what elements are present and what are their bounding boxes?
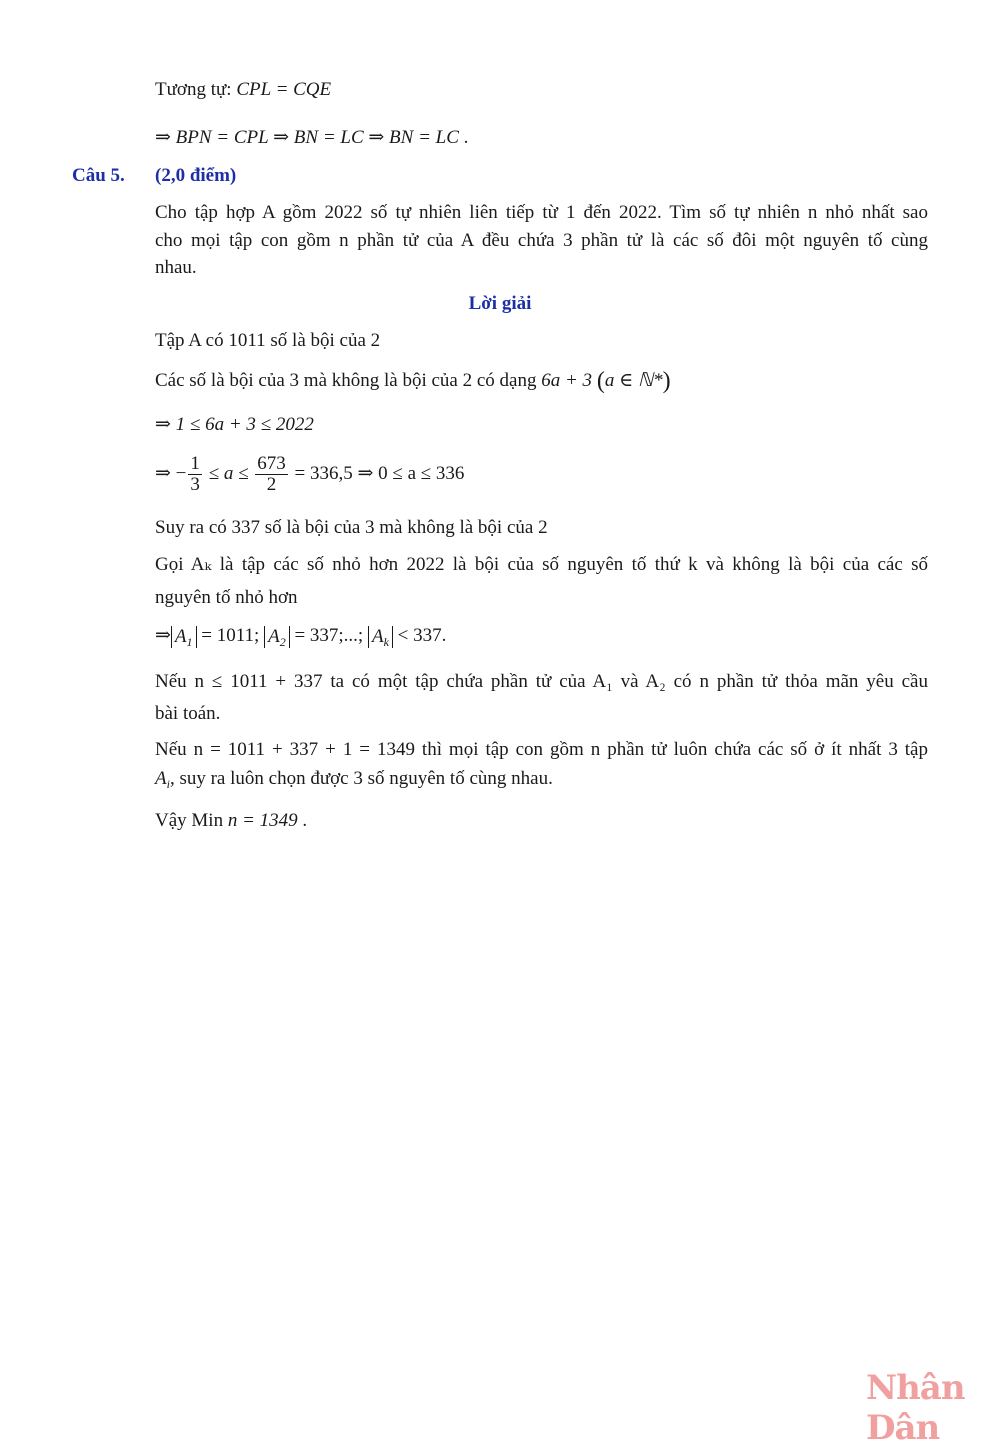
- math-expression: ⇒ 1 ≤ 6a + 3 ≤ 2022: [155, 414, 314, 435]
- set-cardinality: $A_1$: [171, 626, 197, 648]
- solution-line: Gọi Aₖ là tập các số nhỏ hơn 2022 là bội của số nguyên tố thứ k và không là bội của các số: [155, 554, 928, 575]
- solution-line: Nếu n = 1011 + 337 + 1 = 1349 thì mọi tập con gồm n phần tử luôn chứa các số ở ít nhất 3 tập: [155, 739, 928, 760]
- watermark-logo: Nhân Dân: [866, 1368, 965, 1448]
- solution-line: $A_i$, suy ra luôn chọn được 3 số nguyên tố cùng nhau.: [155, 768, 553, 791]
- solution-line: Các số là bội của 3 mà không là bội của 2 có dạng 6a + 3 (a ∈ ℕ*): [155, 368, 671, 394]
- solution-line: Nếu n ≤ 1011 + 337 ta có một tập chứa phần tử của A₁ và A₂ có n phần tử thỏa mãn yêu cầu: [155, 671, 928, 692]
- conclusion-line: Vậy Min n = 1349 .: [155, 810, 308, 831]
- math-expression: CPL = CQE: [236, 79, 332, 100]
- text-line: ⇒ BPN = CPL ⇒ BN = LC ⇒ BN = LC .: [155, 127, 469, 148]
- question-text-line: Cho tập hợp A gồm 2022 số tự nhiên liên tiếp từ 1 đến 2022. Tìm số tự nhiên n nhỏ nhất sao: [155, 202, 928, 223]
- solution-line: Suy ra có 337 số là bội của 3 mà không là bội của 2: [155, 517, 548, 538]
- solution-line: ⇒ − $\frac{1}{3}$ ≤ a ≤ $\frac{673}{2}$ = 336,5 ⇒ 0 ≤ a ≤ 336: [155, 453, 465, 496]
- fraction: $\frac{1}{3}$: [190, 453, 200, 496]
- math-condition: a ∈ ℕ*: [604, 370, 663, 391]
- math-expression: n = 1349: [227, 810, 298, 831]
- math-expression: ⇒ BPN = CPL ⇒ BN = LC ⇒ BN = LC: [155, 127, 459, 148]
- solution-line: bài toán.: [155, 703, 221, 724]
- solution-line: Tập A có 1011 số là bội của 2: [155, 330, 381, 351]
- solution-line: ⇒ $A_1 = 1011$; $A_2 = 337$;...; $A_k < 337$.: [155, 625, 447, 649]
- question-points: (2,0 điểm): [155, 165, 237, 186]
- question-text-line: cho mọi tập con gồm n phần tử của A đều chứa 3 phần tử là các số đôi một nguyên tố cùng: [155, 230, 928, 251]
- solution-line: nguyên tố nhỏ hơn: [155, 587, 298, 608]
- solution-line: [155, 413, 314, 437]
- question-text-line: nhau.: [155, 257, 197, 278]
- set-cardinality: $A_2$: [264, 626, 290, 648]
- solution-heading: Lời giải: [468, 293, 532, 314]
- text-line: Tương tự: CPL = CQE: [155, 79, 332, 100]
- set-cardinality: $A_k$: [368, 626, 393, 648]
- fraction: $\frac{673}{2}$: [257, 453, 286, 496]
- math-expression: 6a + 3: [541, 370, 593, 391]
- question-label: Câu 5.: [72, 165, 125, 186]
